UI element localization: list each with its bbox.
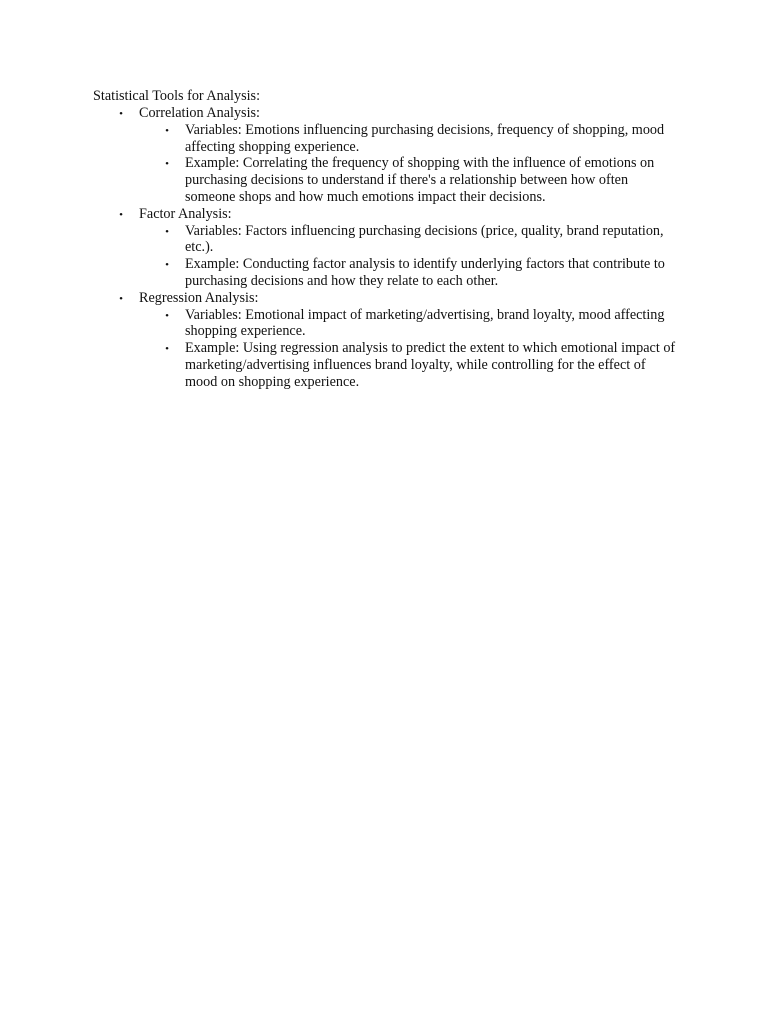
section-regression-analysis xyxy=(139,290,699,391)
list-item-text: Variables: Emotional impact of marketing/advertising, brand loyalty, mood affecting shopping experience. xyxy=(185,306,665,340)
section-sublist xyxy=(139,122,699,206)
bullet-icon xyxy=(162,307,172,325)
bullet-icon xyxy=(162,155,172,173)
list-item-text: Example: Using regression analysis to predict the extent to which emotional impact of marketing/advertising influences brand loyalty, while controlling for the effect of mood on shopping experience. xyxy=(185,340,676,390)
list-item xyxy=(185,256,679,290)
list-item-text: Variables: Factors influencing purchasing decisions (price, quality, brand reputation, etc.). xyxy=(185,222,664,256)
section-heading: Factor Analysis: xyxy=(139,205,232,222)
section-sublist xyxy=(139,307,699,391)
list-item xyxy=(185,155,679,205)
analysis-tools-list xyxy=(139,105,699,391)
bullet-icon xyxy=(116,206,126,224)
list-item xyxy=(185,223,679,257)
list-item-text: Variables: Emotions influencing purchasing decisions, frequency of shopping, mood affecting shopping experience. xyxy=(185,121,665,155)
list-item xyxy=(185,307,679,341)
list-item-text: Example: Correlating the frequency of shopping with the influence of emotions on purchasing decisions to understand if there's a relationship between how often someone shops and how much emotions impact their decisions. xyxy=(185,155,655,205)
bullet-icon xyxy=(116,290,126,308)
section-factor-analysis xyxy=(139,206,699,290)
bullet-icon xyxy=(116,105,126,123)
document-title: Statistical Tools for Analysis: xyxy=(93,88,261,104)
list-item-text: Example: Conducting factor analysis to identify underlying factors that contribute to purchasing decisions and how they relate to each other. xyxy=(185,256,665,289)
bullet-icon xyxy=(162,122,172,140)
section-correlation-analysis xyxy=(139,105,699,206)
section-heading: Regression Analysis: xyxy=(139,289,259,306)
bullet-icon xyxy=(162,223,172,241)
bullet-icon xyxy=(162,256,172,274)
section-heading: Correlation Analysis: xyxy=(139,105,260,121)
list-item xyxy=(185,340,679,390)
list-item xyxy=(185,122,679,156)
bullet-icon xyxy=(162,340,172,358)
section-sublist xyxy=(139,223,699,290)
